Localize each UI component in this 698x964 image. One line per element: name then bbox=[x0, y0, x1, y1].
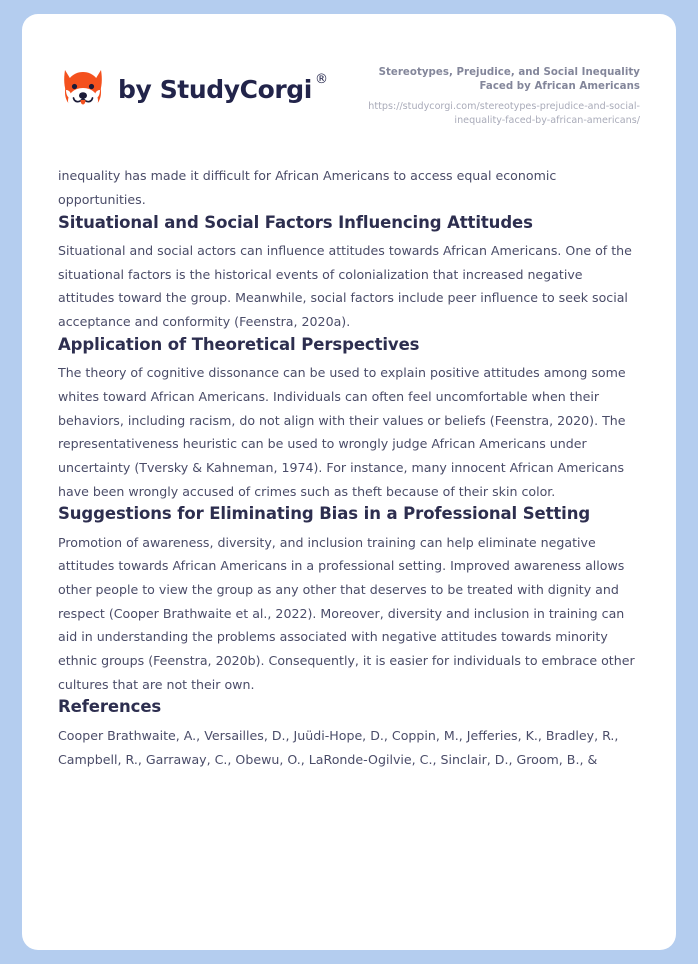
section-heading-situational-factors: Situational and Social Factors Influencing Attitudes bbox=[58, 212, 533, 232]
document-body bbox=[22, 164, 676, 771]
brand-logo-block bbox=[58, 58, 328, 114]
brand-wordmark bbox=[118, 71, 328, 104]
intro-paragraph: inequality has made it difficult for African Americans to access equal economic opportunities. bbox=[58, 168, 557, 208]
header-meta bbox=[328, 58, 640, 128]
reference-entry: Cooper Brathwaite, A., Versailles, D., Juüdi-Hope, D., Coppin, M., Jefferies, K., Bradley, R., Campbell, R., Garraway, C., Obewu, O., LaRonde-Ogilvie, C., Sinclair, D., Groom, B., & bbox=[58, 727, 619, 767]
section-paragraph-theoretical-perspectives: The theory of cognitive dissonance can be used to explain positive attitudes among some whites toward African Americans. Individuals can often feel uncomfortable when their behaviors, including racism, do not align with their values or beliefs (Feenstra, 2020). The representativeness heuristic can be used to wrongly judge African Americans under uncertainty (Tversky & Kahneman, 1974). For instance, many innocent African Americans have been wrongly accused of crimes such as theft because of their skin color. bbox=[58, 365, 626, 499]
references-heading: References bbox=[58, 697, 162, 717]
document-page bbox=[22, 14, 676, 950]
section-heading-eliminating-bias: Suggestions for Eliminating Bias in a Professional Setting bbox=[58, 504, 591, 524]
section-paragraph-eliminating-bias: Promotion of awareness, diversity, and inclusion training can help eliminate negative attitudes towards African Americans in a professional setting. Improved awareness allows other people to view the group as any other that deserves to be treated with dignity and respect (Cooper Brathwaite et al., 2022). Moreover, diversity and inclusion in training can aid in understanding the problems associated with negative attitudes towards minority ethnic groups (Feenstra, 2020b). Consequently, it is easier for individuals to embrace other cultures that are not their own. bbox=[58, 534, 635, 692]
section-heading-theoretical-perspectives: Application of Theoretical Perspectives bbox=[58, 334, 420, 354]
corgi-face-logo-icon bbox=[58, 64, 108, 114]
brand-wordmark-text: by StudyCorgi bbox=[118, 74, 312, 104]
registered-trademark-icon: ® bbox=[314, 71, 328, 87]
document-source-url: https://studycorgi.com/stereotypes-prejudice-and-social-inequality-faced-by-african-americans/ bbox=[368, 100, 640, 127]
document-title: Stereotypes, Prejudice, and Social Inequality Faced by African Americans bbox=[378, 67, 640, 93]
document-header bbox=[22, 14, 676, 128]
section-paragraph-situational-factors: Situational and social actors can influence attitudes towards African Americans. One of the situational factors is the historical events of colonialization that increased negative attitudes toward the group. Meanwhile, social factors include peer influence to seek social acceptance and conformity (Feenstra, 2020a). bbox=[58, 243, 632, 330]
